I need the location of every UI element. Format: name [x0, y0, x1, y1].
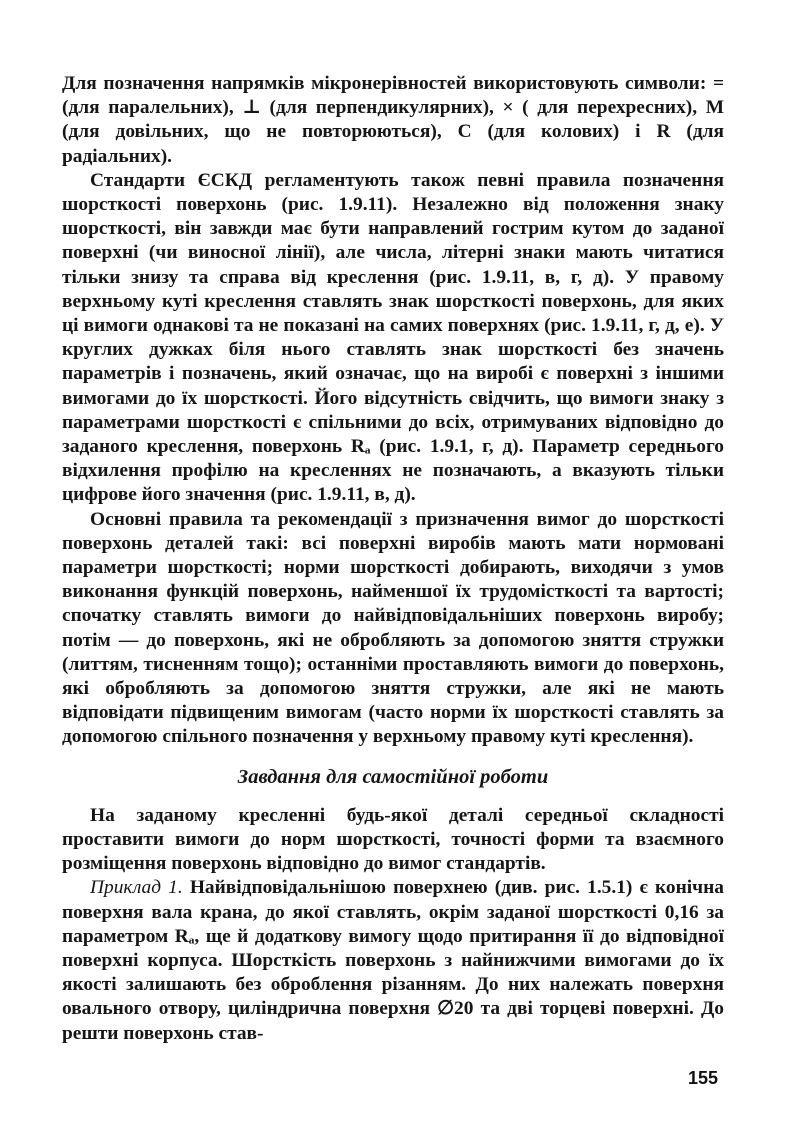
paragraph-roughness-symbols: Для позначення напрямків мікронерівностей використовують символи: = (для паралельних), ⊥ (для перпендикулярних), × ( для перехресних), M (для довільних, що не повторюються), C (для колових) і R (для радіальних). [62, 73, 724, 167]
paragraph-example-1 [62, 876, 724, 1045]
page-number: 155 [688, 1068, 719, 1088]
paragraph-eskd-standards: Стандарти ЄСКД регламентують також певні правила позначення шорсткості поверхонь (рис. 1.9.11). Незалежно від положення знаку шорсткості, він завжди має бути направлений гострим кутом до заданої поверхні (чи виносної лінії), але числа, літерні знаки мають читатися тільки знизу та справа від креслення (рис. 1.9.11, в, г, д). У правому верхньому куті креслення ставлять знак шорсткості поверхонь, для яких ці вимоги однакові та не показані на самих поверхнях (рис. 1.9.11, г, д, е). У круглих дужках біля нього ставлять знак шорсткості без значень параметрів і позначень, який означає, що на виробі є поверхні з іншими вимогами до їх шорсткості. Його відсутність свідчить, що вимоги знаку з параметрами шорсткості є спільними до всіх, отримуваних відповідно до заданого креслення, поверхонь Rₐ (рис. 1.9.1, г, д). Параметр середнього відхилення профілю на кресленнях не позначають, а вказують тільки цифрове його значення (рис. 1.9.11, в, д). [62, 169, 724, 506]
example-lead: Приклад 1. [90, 877, 183, 899]
paragraph-task: На заданому кресленні будь-якої деталі середньої складності проставити вимоги до норм шорсткості, точності форми та взаємного розміщення поверхонь відповідно до вимог стандартів. [62, 804, 724, 875]
section-heading: Завдання для самостійної роботи [237, 765, 549, 788]
page-body [62, 72, 724, 1046]
paragraph-basic-rules: Основні правила та рекомендації з призначення вимог до шорсткості поверхонь деталей такі: всі поверхні виробів мають мати нормовані параметри шорсткості; норми шорсткості добирають, виходячи з умов виконання функцій поверхонь, найменшої їх трудомісткості та вартості; спочатку ставлять вимоги до найвідповідальніших поверхонь виробу; потім — до поверхонь, які не обробляють за допомогою зняття стружки (литтям, тисненням тощо); останніми проставляють вимоги до поверхонь, які обробляють за допомогою зняття стружки, але які не мають відповідати підвищеним вимогам (часто норми їх шорсткості ставлять за допомогою спільного позначення у верхньому правому куті креслення). [62, 508, 724, 748]
example-text: Найвідповідальнішою поверхнею (див. рис. 1.5.1) є конічна поверхня вала крана, до якої ставлять, окрім заданої шорсткості 0,16 за параметром Rₐ, ще й додаткову вимогу щодо притирання її до відповідної поверхні корпуса. Шорсткість поверхонь з найнижчими вимогами до їх якості залишають без оброблення різанням. До них належать поверхня овального отвору, циліндрична поверхня ∅20 та дві торцеві поверхні. До решти поверхонь став- [62, 877, 724, 1044]
